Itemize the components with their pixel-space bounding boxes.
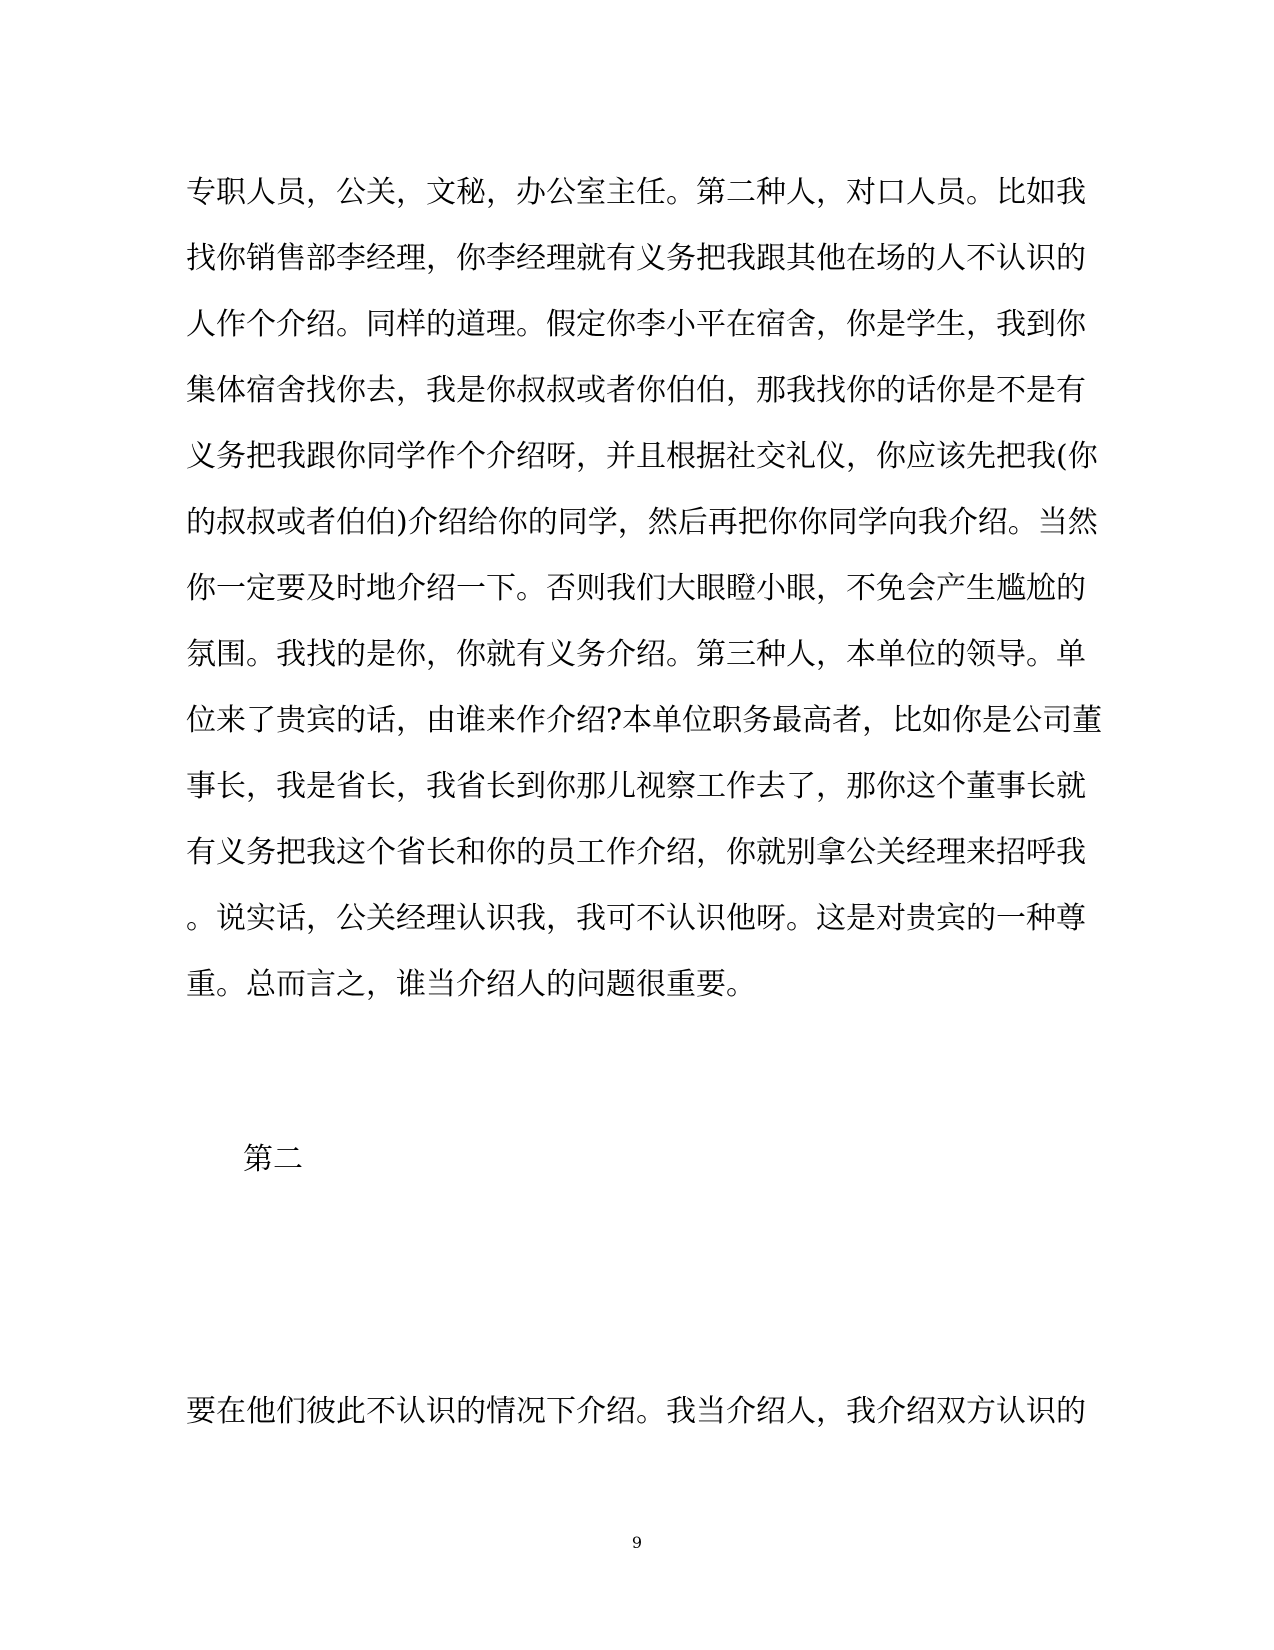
paragraph-line: 事长，我是省长，我省长到你那儿视察工作去了，那你这个董事长就 [186, 769, 1086, 804]
trailing-paragraph-line: 要在他们彼此不认识的情况下介绍。我当介绍人，我介绍双方认识的 [186, 1394, 1086, 1429]
paragraph-line: 集体宿舍找你去，我是你叔叔或者你伯伯，那我找你的话你是不是有 [186, 373, 1086, 408]
section-heading: 第二 [243, 1142, 303, 1177]
paragraph-line: 专职人员，公关，文秘，办公室主任。第二种人，对口人员。比如我 [186, 175, 1086, 210]
paragraph-line: 的叔叔或者伯伯)介绍给你的同学，然后再把你你同学向我介绍。当然 [186, 505, 1098, 540]
paragraph-line: 义务把我跟你同学作个介绍呀，并且根据社交礼仪，你应该先把我(你 [186, 439, 1098, 474]
paragraph-line: 人作个介绍。同样的道理。假定你李小平在宿舍，你是学生，我到你 [186, 307, 1086, 342]
paragraph-line: 位来了贵宾的话，由谁来作介绍?本单位职务最高者，比如你是公司董 [186, 703, 1103, 738]
paragraph-line: 。说实话，公关经理认识我，我可不认识他呀。这是对贵宾的一种尊 [186, 901, 1086, 936]
paragraph-line: 找你销售部李经理，你李经理就有义务把我跟其他在场的人不认识的 [186, 241, 1086, 276]
paragraph-line: 有义务把我这个省长和你的员工作介绍，你就别拿公关经理来招呼我 [186, 835, 1086, 870]
body-paragraph [186, 160, 1103, 1018]
page-number: 9 [631, 1533, 643, 1552]
paragraph-line: 重。总而言之，谁当介绍人的问题很重要。 [186, 967, 756, 1002]
paragraph-line: 氛围。我找的是你，你就有义务介绍。第三种人，本单位的领导。单 [186, 637, 1086, 672]
paragraph-line: 你一定要及时地介绍一下。否则我们大眼瞪小眼，不免会产生尴尬的 [186, 571, 1086, 606]
